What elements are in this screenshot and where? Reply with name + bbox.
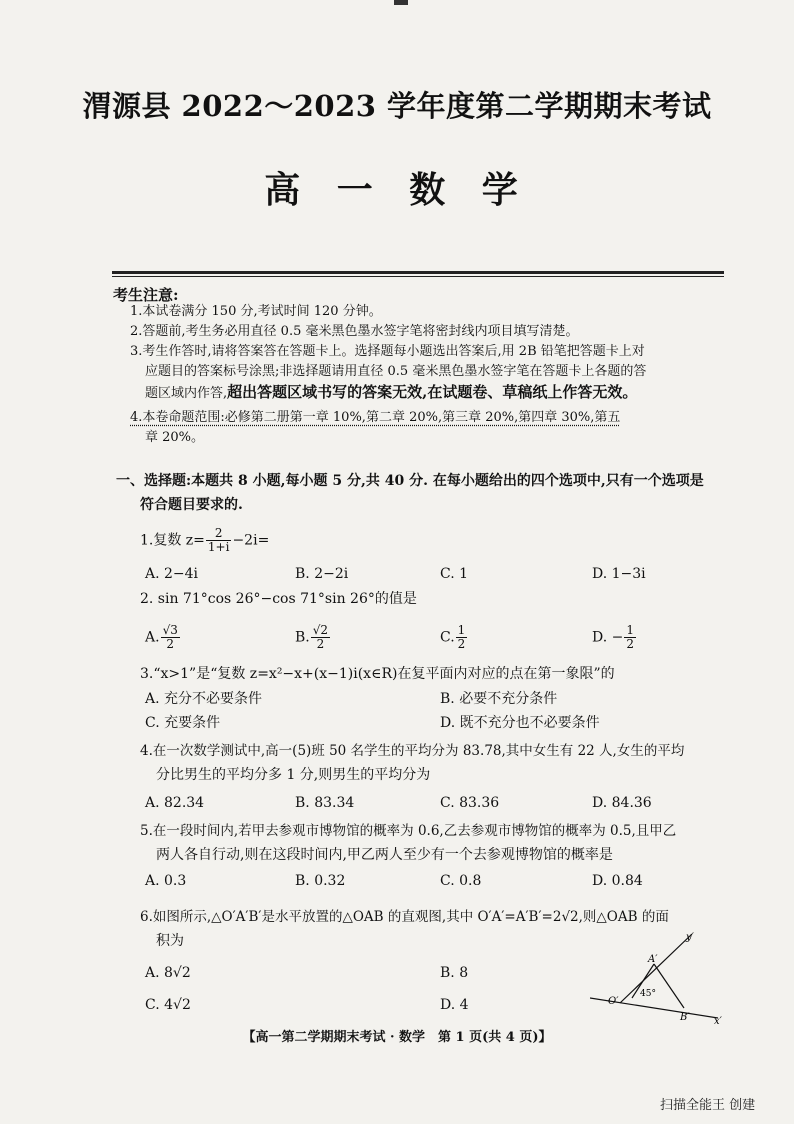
- top-mark: [394, 0, 408, 5]
- q2-a-num: √3: [162, 623, 178, 637]
- q2-c-num: 1: [457, 623, 466, 637]
- question-2: 2. sin 71°cos 26°−cos 71°sin 26°的值是: [140, 591, 417, 607]
- q1-option-b: B. 2−2i: [295, 566, 349, 582]
- q1-frac-den: 1+i: [207, 540, 230, 554]
- q5-option-b: B. 0.32: [295, 873, 346, 889]
- q6-option-d: D. 4: [440, 997, 469, 1013]
- section-1-heading: 一、选择题:本题共 8 小题,每小题 5 分,共 40 分. 在每小题给出的四个选项中,只有一个选项是: [116, 473, 704, 489]
- question-5-line2: 两人各自行动,则在这段时间内,甲乙两人至少有一个去参观博物馆的概率是: [156, 847, 613, 863]
- label-y: y′: [686, 932, 694, 943]
- question-4: 4.在一次数学测试中,高一(5)班 50 名学生的平均分为 83.78,其中女生有 22 人,女生的平均: [140, 743, 685, 759]
- q1-fraction: [206, 527, 232, 554]
- a-b-segment: [654, 964, 684, 1008]
- q2-b-num: √2: [312, 623, 329, 637]
- question-6: 6.如图所示,△O′A′B′是水平放置的△OAB 的直观图,其中 O′A′=A′B′=2√2,则△OAB 的面: [140, 909, 669, 925]
- q1-option-c: C. 1: [440, 566, 469, 582]
- q5-option-d: D. 0.84: [592, 873, 643, 889]
- q2-option-a: [145, 624, 181, 651]
- q3-option-c: C. 充要条件: [145, 715, 221, 731]
- q2-c-frac: [456, 624, 468, 651]
- q2-b-label: B.: [295, 629, 310, 646]
- q2-d-den: 2: [626, 637, 634, 651]
- q2-a-den: 2: [166, 637, 175, 651]
- q2-c-den: 2: [457, 637, 466, 651]
- notice-item-3-line2: 应题目的答案标号涂黑;非选择题请用直径 0.5 毫米黑色墨水签字笔在答题卡上各题的答: [145, 364, 647, 379]
- section-1-heading-line2: 符合题目要求的.: [140, 497, 243, 513]
- q1-frac-num: 2: [206, 527, 232, 541]
- q2-d-frac: [624, 624, 636, 651]
- notice-item-4-text: 4.本卷命题范围:必修第二册第一章 10%,第二章 20%,第三章 20%,第四章 30%,第五: [130, 410, 621, 425]
- notice-item-2: 2.答题前,考生务必用直径 0.5 毫米黑色墨水签字笔将密封线内项目填写清楚。: [130, 324, 579, 339]
- scanner-stamp: 扫描全能王 创建: [660, 1098, 756, 1113]
- q2-a-frac: [161, 624, 180, 651]
- question-6-line2: 积为: [156, 933, 184, 949]
- label-x: x′: [714, 1016, 722, 1024]
- q2-option-b: [295, 624, 331, 651]
- q2-b-frac: [311, 624, 330, 651]
- notice-item-1: 1.本试卷满分 150 分,考试时间 120 分钟。: [130, 304, 382, 319]
- label-a: A′: [648, 954, 658, 965]
- exam-title: 渭源县 2022～2023 学年度第二学期期末考试: [82, 89, 712, 123]
- q5-option-a: A. 0.3: [145, 873, 187, 889]
- notice-item-3-line3: [145, 382, 637, 404]
- q4-option-d: D. 84.36: [592, 795, 652, 811]
- notice-item-3-emphasis: 超出答题区域书写的答案无效,在试题卷、草稿纸上作答无效。: [227, 383, 638, 401]
- q4-option-c: C. 83.36: [440, 795, 500, 811]
- page-footer: 【高一第二学期期末考试 · 数学 第 1 页(共 4 页)】: [242, 1030, 552, 1045]
- notice-item-4: [130, 408, 620, 428]
- q1-option-a: A. 2−4i: [145, 566, 199, 582]
- q3-option-a: A. 充分不必要条件: [145, 691, 263, 707]
- q6-option-c: C. 4√2: [145, 997, 191, 1013]
- q6-option-b: B. 8: [440, 965, 469, 981]
- notice-item-3: 3.考生作答时,请将答案答在答题卡上。选择题每小题选出答案后,用 2B 铅笔把答题卡上对: [130, 344, 645, 359]
- question-5: 5.在一段时间内,若甲去参观市博物馆的概率为 0.6,乙去参观市博物馆的概率为 0.5,且甲乙: [140, 823, 677, 839]
- angle-label: 45°: [640, 989, 656, 999]
- q2-option-c: [440, 624, 468, 651]
- q2-b-den: 2: [316, 637, 325, 651]
- q1-suffix: −2i=: [232, 532, 270, 549]
- q6-option-a: A. 8√2: [145, 965, 191, 981]
- q3-option-b: B. 必要不充分条件: [440, 691, 558, 707]
- q4-option-a: A. 82.34: [145, 795, 205, 811]
- q3-option-d: D. 既不充分也不必要条件: [440, 715, 600, 731]
- subject-title: 高 一 数 学: [264, 169, 530, 211]
- notice-item-3-line3-a: 题区域内作答,: [145, 386, 228, 401]
- notice-item-4-line2: 章 20%。: [145, 430, 205, 445]
- y-axis: [620, 934, 692, 1003]
- label-o: O′: [608, 996, 619, 1007]
- header-rule-thin: [112, 276, 724, 277]
- q5-option-c: C. 0.8: [440, 873, 482, 889]
- q4-option-b: B. 83.34: [295, 795, 355, 811]
- header-rule-thick: [112, 271, 724, 274]
- label-b: B′: [680, 1012, 690, 1023]
- question-1: [140, 527, 269, 554]
- question-4-line2: 分比男生的平均分多 1 分,则男生的平均分为: [156, 767, 431, 783]
- question-3: 3.“x>1”是“复数 z=x²−x+(x−1)i(x∈R)在复平面内对应的点在第一象限”的: [140, 666, 615, 682]
- q2-d-label: D. −: [592, 629, 624, 646]
- q2-c-label: C.: [440, 629, 455, 646]
- q6-figure: [590, 928, 730, 1024]
- q2-d-num: 1: [626, 623, 634, 637]
- q1-prefix: 1.复数 z=: [140, 532, 205, 549]
- notice-title: 考生注意:: [113, 286, 179, 304]
- q2-option-d: [592, 624, 637, 651]
- q2-a-label: A.: [145, 629, 160, 646]
- q1-option-d: D. 1−3i: [592, 566, 646, 582]
